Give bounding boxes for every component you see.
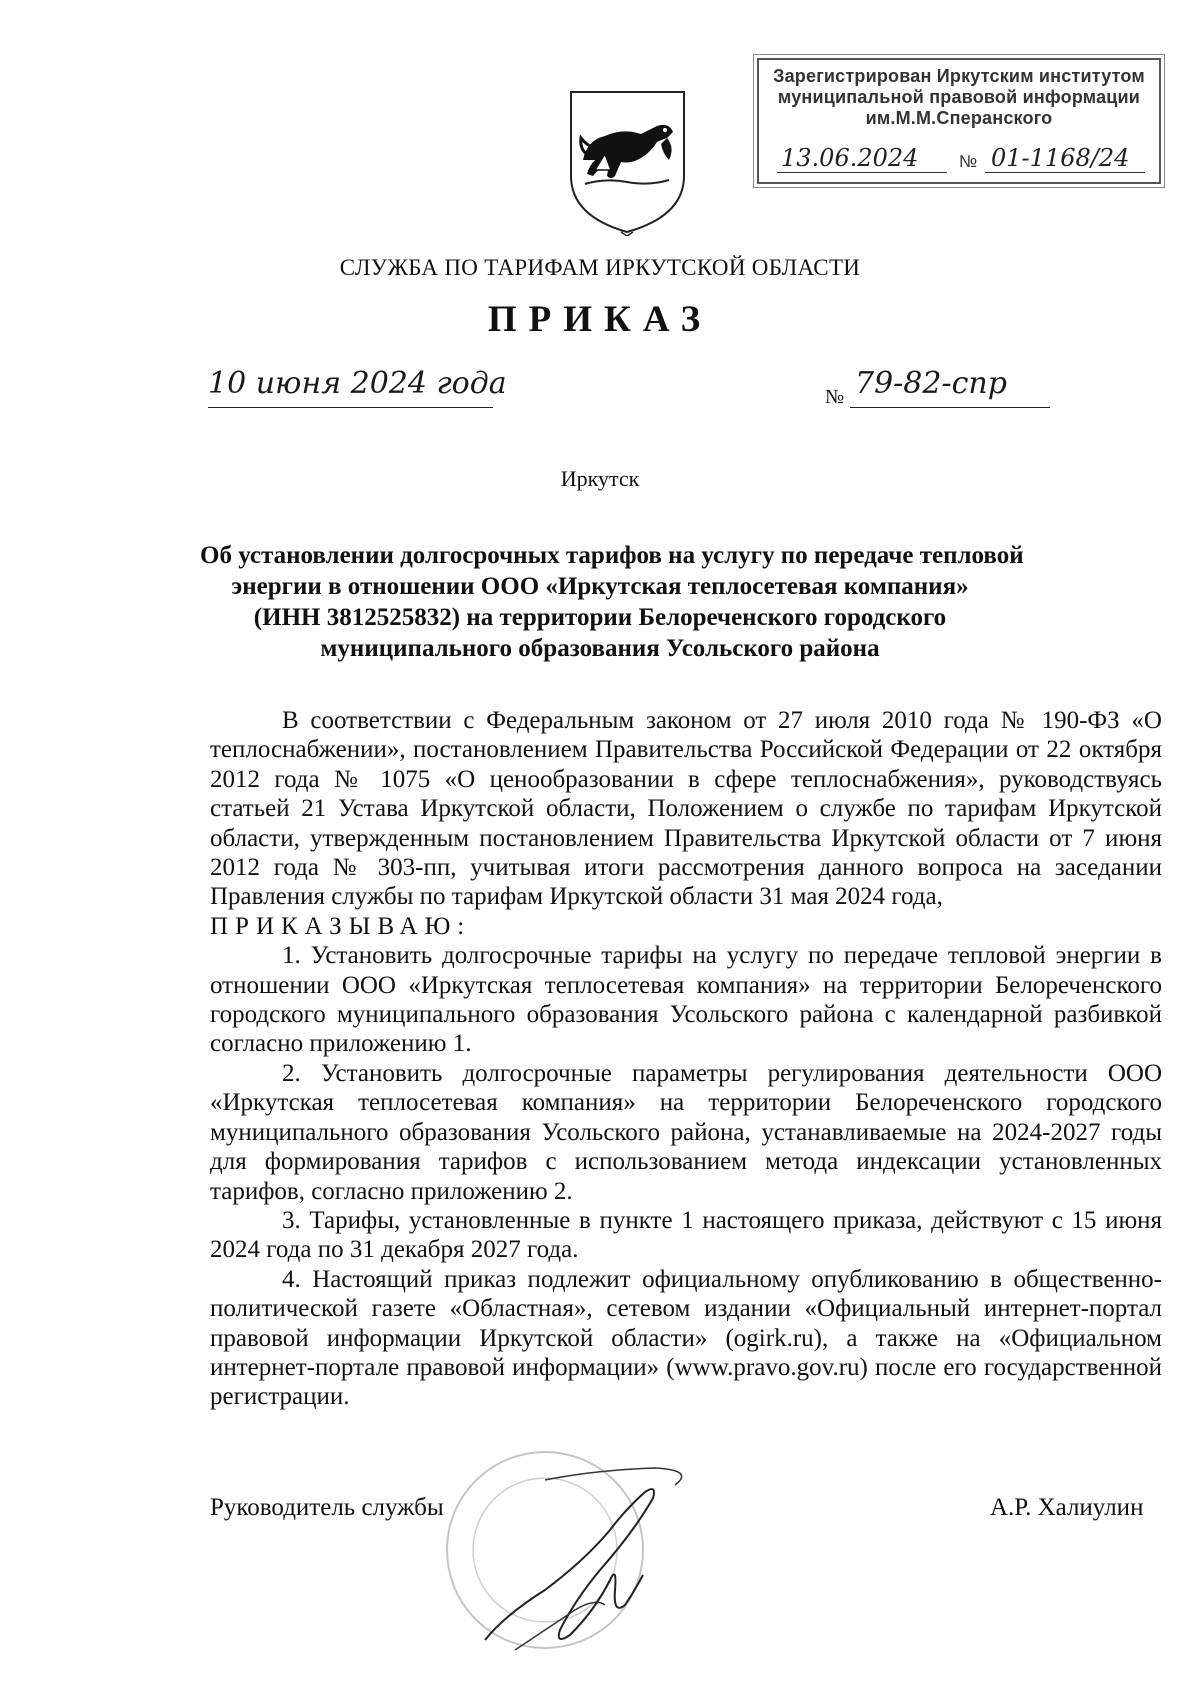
stamp-registration-line bbox=[769, 144, 1149, 174]
order-point-3: 3. Тарифы, установленные в пункте 1 настоящего приказа, действуют с 15 июня 2024 года по 31 декабря 2027 года. bbox=[210, 1206, 1162, 1264]
stamp-line-1: Зарегистрирован Иркутским институтом bbox=[773, 66, 1145, 86]
subject-line: Об установлении долгосрочных тарифов на услугу по передаче тепловой bbox=[200, 542, 1024, 569]
order-point-1: 1. Установить долгосрочные тарифы на услугу по передаче тепловой энергии в отношении ООО «Иркутская теплосетевая компания» на территории Белореченского городского муниципального образования Усольского района с календарной разбивкой согласно приложению 1. bbox=[210, 942, 1162, 1058]
stamp-line-3: им.М.М.Сперанского bbox=[865, 108, 1053, 128]
order-point-4: 4. Настоящий приказ подлежит официальному опубликованию в общественно-политической газете «Областная», сетевом издании «Официальный интернет-портал правовой информации Иркутской области» (ogirk.ru), а также на «Официальном интернет-портале правовой информации» (www.pravo.gov.ru) после его государственной регистрации. bbox=[210, 1265, 1162, 1411]
irkutsk-coat-of-arms-icon bbox=[565, 88, 690, 236]
stamp-number-sign: № bbox=[959, 152, 978, 171]
stamp-number: 01-1168/24 bbox=[991, 144, 1130, 172]
subject-line: муниципального образования Усольского района bbox=[320, 635, 880, 662]
stamp-line-2: муниципальной правовой информации bbox=[777, 87, 1141, 107]
stamp-date: 13.06.2024 bbox=[781, 144, 919, 172]
order-word: ПРИКАЗЫВАЮ: bbox=[210, 912, 472, 940]
signatory-name: А.Р. Халиулин bbox=[990, 1494, 1144, 1521]
order-number-underline bbox=[850, 407, 1050, 408]
order-date-underline bbox=[208, 407, 493, 408]
document-title: ПРИКАЗ bbox=[487, 299, 713, 340]
preamble-paragraph: В соответствии с Федеральным законом от 27 июля 2010 года № 190-ФЗ «О теплоснабжении», постановлением Правительства Российской Федерации от 22 октября 2012 года № 1075 «О ценообразовании в сфере теплоснабжения», руководствуясь статьей 21 Устава Иркутской области, Положением о службе по тарифам Иркутской области, утвержденным постановлением Правительства Иркутской области от 7 июня 2012 года № 303-пп, учитывая итоги рассмотрения данного вопроса на заседании Правления службы по тарифам Иркутской области 31 мая 2024 года, bbox=[210, 707, 1162, 911]
official-seal-icon bbox=[395, 1440, 735, 1670]
signatory-position: Руководитель службы bbox=[210, 1494, 444, 1521]
order-point-2: 2. Установить долгосрочные параметры регулирования деятельности ООО «Иркутская теплосетевая компания» на территории Белореченского городского муниципального образования Усольского района, устанавливаемые на 2024-2027 годы для формирования тарифов с использованием метода индексации установленных тарифов, согласно приложению 2. bbox=[210, 1059, 1162, 1205]
organization-name: СЛУЖБА ПО ТАРИФАМ ИРКУТСКОЙ ОБЛАСТИ bbox=[339, 255, 861, 280]
handwritten-signature-icon bbox=[485, 1468, 682, 1650]
registration-stamp bbox=[757, 58, 1161, 184]
order-subject bbox=[200, 540, 1024, 664]
order-number: 79-82-спр bbox=[855, 366, 1007, 401]
order-date: 10 июня 2024 года bbox=[208, 366, 507, 401]
order-body bbox=[210, 706, 1162, 1412]
subject-line: (ИНН 3812525832) на территории Белореченского городского bbox=[253, 604, 947, 631]
order-number-sign: № bbox=[825, 386, 845, 408]
subject-line: энергии в отношении ООО «Иркутская теплосетевая компания» bbox=[231, 573, 969, 600]
city-name: Иркутск bbox=[560, 466, 640, 491]
